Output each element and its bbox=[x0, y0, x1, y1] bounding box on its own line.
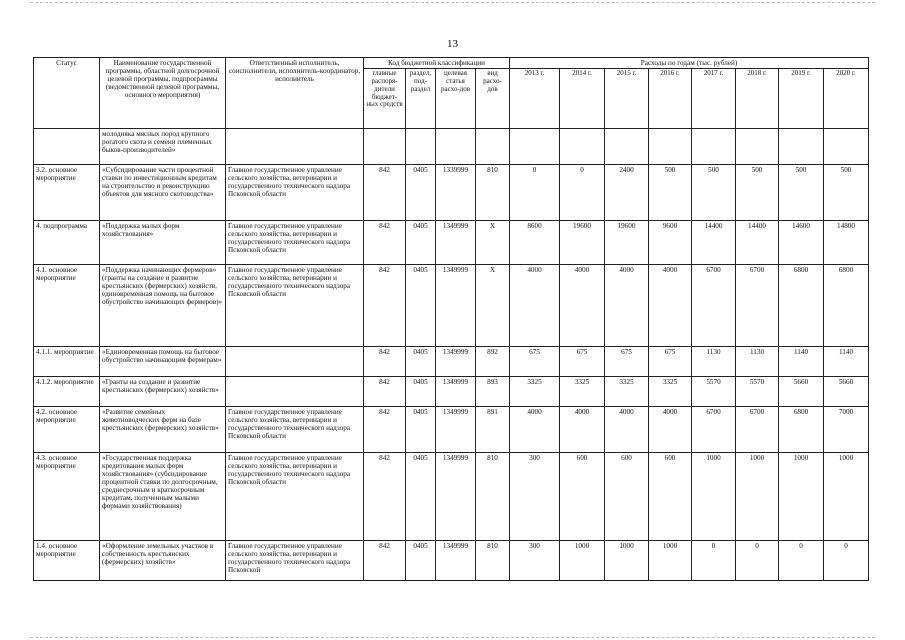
cell-year-value: 4000 bbox=[560, 407, 605, 453]
cell-year-value: 500 bbox=[824, 165, 869, 221]
cell-year-value: 500 bbox=[779, 165, 824, 221]
cell-name: молодняка мясных пород крупного рогатого скота и семени племенных быков-производителей» bbox=[100, 129, 226, 165]
cell-section: 0405 bbox=[406, 165, 436, 221]
cell-target-article: 1349999 bbox=[436, 347, 476, 377]
cell-year-value: 1000 bbox=[824, 453, 869, 541]
cell-year-value: 14800 bbox=[824, 221, 869, 265]
cell-target-article: 1349999 bbox=[436, 221, 476, 265]
cell-status bbox=[34, 129, 100, 165]
cell-year-value: 0 bbox=[692, 541, 736, 581]
cell-year-value: 675 bbox=[649, 347, 692, 377]
cell-year-value: 4000 bbox=[605, 407, 649, 453]
header-year: 2020 г. bbox=[824, 69, 869, 129]
cell-year-value: 300 bbox=[510, 541, 560, 581]
cell-expense-type: 810 bbox=[476, 541, 510, 581]
page-number: 13 bbox=[447, 38, 458, 50]
cell-year-value: 4000 bbox=[560, 265, 605, 347]
cell-name: «Гранты на создание и развитие крестьянских (фермерских) хозяйств» bbox=[100, 377, 226, 407]
header-expenses: Расходы по годам (тыс. рублей) bbox=[510, 58, 869, 69]
cell-year-value: 6800 bbox=[779, 265, 824, 347]
cell-status: 4.2. основное мероприятие bbox=[34, 407, 100, 453]
cell-section: 0405 bbox=[406, 377, 436, 407]
cell-year-value: 4000 bbox=[649, 407, 692, 453]
cell-year-value: 4000 bbox=[510, 407, 560, 453]
table-row bbox=[34, 377, 869, 407]
cell-year-value: 7000 bbox=[824, 407, 869, 453]
header-year: 2019 г. bbox=[779, 69, 824, 129]
table-row bbox=[34, 165, 869, 221]
cell-grbs: 842 bbox=[364, 221, 406, 265]
cell-year-value bbox=[510, 129, 560, 165]
cell-grbs: 842 bbox=[364, 541, 406, 581]
table-row bbox=[34, 347, 869, 377]
cell-target-article: 1349999 bbox=[436, 407, 476, 453]
cell-year-value: 300 bbox=[510, 453, 560, 541]
cell-year-value bbox=[605, 129, 649, 165]
cell-year-value: 8600 bbox=[510, 221, 560, 265]
cell-section: 0405 bbox=[406, 541, 436, 581]
cell-target-article: 1339999 bbox=[436, 165, 476, 221]
cell-year-value bbox=[692, 129, 736, 165]
cell-expense-type: 893 bbox=[476, 377, 510, 407]
cell-section: 0405 bbox=[406, 221, 436, 265]
cell-grbs: 842 bbox=[364, 453, 406, 541]
cell-executor: Главное государственное управление сельского хозяйства, ветеринарии и государственного технического надзора Псковской области bbox=[226, 265, 364, 347]
cell-year-value: 600 bbox=[560, 453, 605, 541]
cell-status: 3.2. основное мероприятие bbox=[34, 165, 100, 221]
cell-target-article: 1349999 bbox=[436, 265, 476, 347]
cell-section bbox=[406, 129, 436, 165]
header-year: 2017 г. bbox=[692, 69, 736, 129]
cell-year-value: 1000 bbox=[649, 541, 692, 581]
cell-year-value: 0 bbox=[560, 165, 605, 221]
cell-executor bbox=[226, 129, 364, 165]
cell-grbs bbox=[364, 129, 406, 165]
cell-grbs: 842 bbox=[364, 407, 406, 453]
cell-name: «Субсидирование части процентной ставки по инвестиционным кредитам на строительство и реконструкцию объектов для мясного скотоводства» bbox=[100, 165, 226, 221]
cell-year-value: 9600 bbox=[649, 221, 692, 265]
header-year: 2016 г. bbox=[649, 69, 692, 129]
cell-executor: Главное государственное управление сельского хозяйства, ветеринарии и государственного технического надзора Псковской области bbox=[226, 407, 364, 453]
cell-year-value: 3325 bbox=[649, 377, 692, 407]
cell-year-value: 3325 bbox=[560, 377, 605, 407]
cell-status: 4.1. основное мероприятие bbox=[34, 265, 100, 347]
cell-target-article: 1349999 bbox=[436, 453, 476, 541]
cell-expense-type: X bbox=[476, 265, 510, 347]
cell-year-value: 6700 bbox=[736, 265, 779, 347]
cell-target-article: 1349999 bbox=[436, 541, 476, 581]
cell-year-value: 1000 bbox=[560, 541, 605, 581]
cell-year-value: 4000 bbox=[510, 265, 560, 347]
cell-year-value: 1130 bbox=[692, 347, 736, 377]
cell-year-value: 3325 bbox=[510, 377, 560, 407]
cell-section: 0405 bbox=[406, 347, 436, 377]
cell-year-value: 14600 bbox=[779, 221, 824, 265]
cell-year-value: 6700 bbox=[692, 407, 736, 453]
bottom-scan-edge bbox=[30, 637, 875, 638]
header-year: 2014 г. bbox=[560, 69, 605, 129]
cell-name: «Оформление земельных участков в собственность крестьянских (фермерских) хозяйств» bbox=[100, 541, 226, 581]
cell-year-value: 500 bbox=[692, 165, 736, 221]
cell-expense-type: 892 bbox=[476, 347, 510, 377]
cell-year-value: 3325 bbox=[605, 377, 649, 407]
cell-expense-type bbox=[476, 129, 510, 165]
cell-year-value: 5570 bbox=[692, 377, 736, 407]
cell-expense-type: 891 bbox=[476, 407, 510, 453]
cell-year-value bbox=[779, 129, 824, 165]
header-year: 2013 г. bbox=[510, 69, 560, 129]
cell-year-value: 675 bbox=[560, 347, 605, 377]
cell-grbs: 842 bbox=[364, 265, 406, 347]
cell-year-value: 1000 bbox=[692, 453, 736, 541]
cell-year-value: 1130 bbox=[736, 347, 779, 377]
table-row bbox=[34, 407, 869, 453]
cell-executor bbox=[226, 377, 364, 407]
header-grbs: главные распоря-дители бюджет-ных средств bbox=[364, 69, 406, 129]
cell-year-value: 0 bbox=[779, 541, 824, 581]
cell-section: 0405 bbox=[406, 407, 436, 453]
cell-name: «Единовременная помощь на бытовое обустройство начинающим фермерам» bbox=[100, 347, 226, 377]
cell-section: 0405 bbox=[406, 453, 436, 541]
cell-status: 1.4. основное мероприятие bbox=[34, 541, 100, 581]
header-status: Статус bbox=[34, 58, 100, 129]
cell-target-article bbox=[436, 129, 476, 165]
cell-year-value: 0 bbox=[824, 541, 869, 581]
cell-name: «Поддержка малых форм хозяйствования» bbox=[100, 221, 226, 265]
header-name: Наименование государственной программы, областной долгосрочной целевой программы, подпрограммы (ведомственной целевой программы, основного мероприятия) bbox=[100, 58, 226, 129]
cell-executor: Главное государственное управление сельского хозяйства, ветеринарии и государственного технического надзора Псковской области bbox=[226, 221, 364, 265]
cell-target-article: 1349999 bbox=[436, 377, 476, 407]
cell-year-value bbox=[649, 129, 692, 165]
cell-status: 4.1.1. мероприятие bbox=[34, 347, 100, 377]
cell-year-value: 0 bbox=[510, 165, 560, 221]
header-budget-code: Код бюджетной классификации bbox=[364, 58, 510, 69]
cell-year-value: 6700 bbox=[736, 407, 779, 453]
cell-year-value: 1000 bbox=[779, 453, 824, 541]
budget-table bbox=[33, 57, 869, 581]
cell-year-value: 600 bbox=[605, 453, 649, 541]
header-year: 2018 г. bbox=[736, 69, 779, 129]
cell-executor bbox=[226, 347, 364, 377]
cell-year-value: 5660 bbox=[779, 377, 824, 407]
table-row bbox=[34, 453, 869, 541]
cell-executor: Главное государственное управление сельского хозяйства, ветеринарии и государственного технического надзора Псковской области bbox=[226, 165, 364, 221]
cell-grbs: 842 bbox=[364, 347, 406, 377]
cell-name: «Развитие семейных животноводческих ферм на базе крестьянских (фермерских) хозяйств» bbox=[100, 407, 226, 453]
cell-year-value: 6800 bbox=[779, 407, 824, 453]
cell-year-value: 19600 bbox=[560, 221, 605, 265]
cell-year-value: 14400 bbox=[736, 221, 779, 265]
cell-expense-type: 810 bbox=[476, 165, 510, 221]
cell-year-value: 6800 bbox=[824, 265, 869, 347]
cell-year-value: 1000 bbox=[736, 453, 779, 541]
cell-expense-type: X bbox=[476, 221, 510, 265]
cell-year-value: 5570 bbox=[736, 377, 779, 407]
cell-year-value: 19600 bbox=[605, 221, 649, 265]
cell-year-value bbox=[824, 129, 869, 165]
header-target-article: целевая статья расхо-дов bbox=[436, 69, 476, 129]
cell-year-value: 1000 bbox=[605, 541, 649, 581]
table-row bbox=[34, 221, 869, 265]
cell-year-value: 2400 bbox=[605, 165, 649, 221]
cell-year-value: 500 bbox=[736, 165, 779, 221]
cell-year-value: 0 bbox=[736, 541, 779, 581]
cell-year-value bbox=[736, 129, 779, 165]
cell-section: 0405 bbox=[406, 265, 436, 347]
cell-expense-type: 810 bbox=[476, 453, 510, 541]
cell-status: 4.3. основное мероприятие bbox=[34, 453, 100, 541]
top-scan-edge bbox=[30, 2, 875, 3]
table-row bbox=[34, 129, 869, 165]
cell-grbs: 842 bbox=[364, 165, 406, 221]
cell-grbs: 842 bbox=[364, 377, 406, 407]
cell-year-value: 600 bbox=[649, 453, 692, 541]
cell-executor: Главное государственное управление сельского хозяйства, ветеринарии и государственного технического надзора Псковской bbox=[226, 541, 364, 581]
header-executor: Ответственный исполнитель, соисполнители, исполнитель-координатор, исполнитель bbox=[226, 58, 364, 129]
header-year: 2015 г. bbox=[605, 69, 649, 129]
header-section: раздел, под-раздел bbox=[406, 69, 436, 129]
cell-year-value: 500 bbox=[649, 165, 692, 221]
cell-year-value: 675 bbox=[605, 347, 649, 377]
cell-status: 4.1.2. мероприятие bbox=[34, 377, 100, 407]
cell-year-value: 4000 bbox=[649, 265, 692, 347]
cell-year-value: 5660 bbox=[824, 377, 869, 407]
cell-year-value: 4000 bbox=[605, 265, 649, 347]
cell-name: «Поддержка начинающих фермеров» (гранты на создание и развитие крестьянских (фермерских) хозяйств, единовременная помощь на бытовое обустройство начинающих фермеров)» bbox=[100, 265, 226, 347]
cell-name: «Государственная поддержка кредитования малых форм хозяйствования» (субсидирование процентной ставки по долгосрочным, среднесрочным и краткосрочным кредитам, полученным малыми формами хозяйствования) bbox=[100, 453, 226, 541]
cell-executor: Главное государственное управление сельского хозяйства, ветеринарии и государственного технического надзора Псковской области bbox=[226, 453, 364, 541]
cell-year-value: 14400 bbox=[692, 221, 736, 265]
cell-year-value bbox=[560, 129, 605, 165]
table-row bbox=[34, 541, 869, 581]
header-expense-type: вид расхо-дов bbox=[476, 69, 510, 129]
cell-year-value: 1140 bbox=[824, 347, 869, 377]
cell-year-value: 6700 bbox=[692, 265, 736, 347]
cell-year-value: 675 bbox=[510, 347, 560, 377]
cell-status: 4. подпрограмма bbox=[34, 221, 100, 265]
cell-year-value: 1140 bbox=[779, 347, 824, 377]
table-row bbox=[34, 265, 869, 347]
